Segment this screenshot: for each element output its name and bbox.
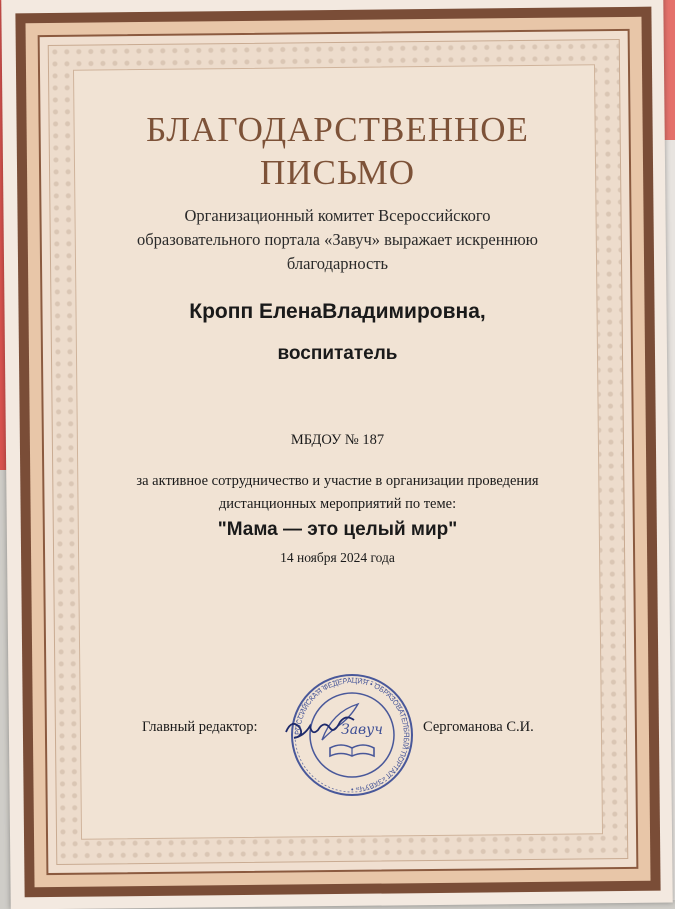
recipient-position: воспитатель (277, 343, 398, 364)
recipient-name: Кропп ЕленаВладимировна, (189, 300, 486, 323)
intro-text (0, 204, 675, 276)
signatory-label: Главный редактор: (142, 719, 258, 735)
title-line-1: БЛАГОДАРСТВЕННОЕ (146, 110, 529, 149)
stamp-logo-text: Завуч (340, 722, 384, 738)
intro-line-2: образовательного портала «Завуч» выражает искреннюю (136, 230, 539, 249)
reason-text (0, 470, 675, 516)
event-date: 14 ноября 2024 года (280, 550, 395, 565)
book-icon (330, 745, 374, 756)
stamp-seal (282, 670, 422, 800)
reason-line-1: за активное сотрудничество и участие в организации проведения (136, 473, 539, 489)
certificate-title (0, 108, 675, 194)
signatory-name: Сергоманова С.И. (423, 719, 534, 735)
title-line-2: ПИСЬМО (260, 153, 415, 192)
reason-line-2: дистанционных мероприятий по теме: (218, 496, 457, 512)
intro-line-1: Организационный комитет Всероссийского (184, 206, 491, 225)
event-theme: "Мама — это целый мир" (217, 519, 458, 540)
intro-line-3: благодарность (286, 254, 389, 273)
organization: МБДОУ № 187 (290, 432, 385, 448)
stamp-ring-text: РОССИЙСКАЯ ФЕДЕРАЦИЯ • ОБРАЗОВАТЕЛЬНЫЙ ПОРТАЛ «ЗАВУЧ» • (292, 675, 412, 795)
